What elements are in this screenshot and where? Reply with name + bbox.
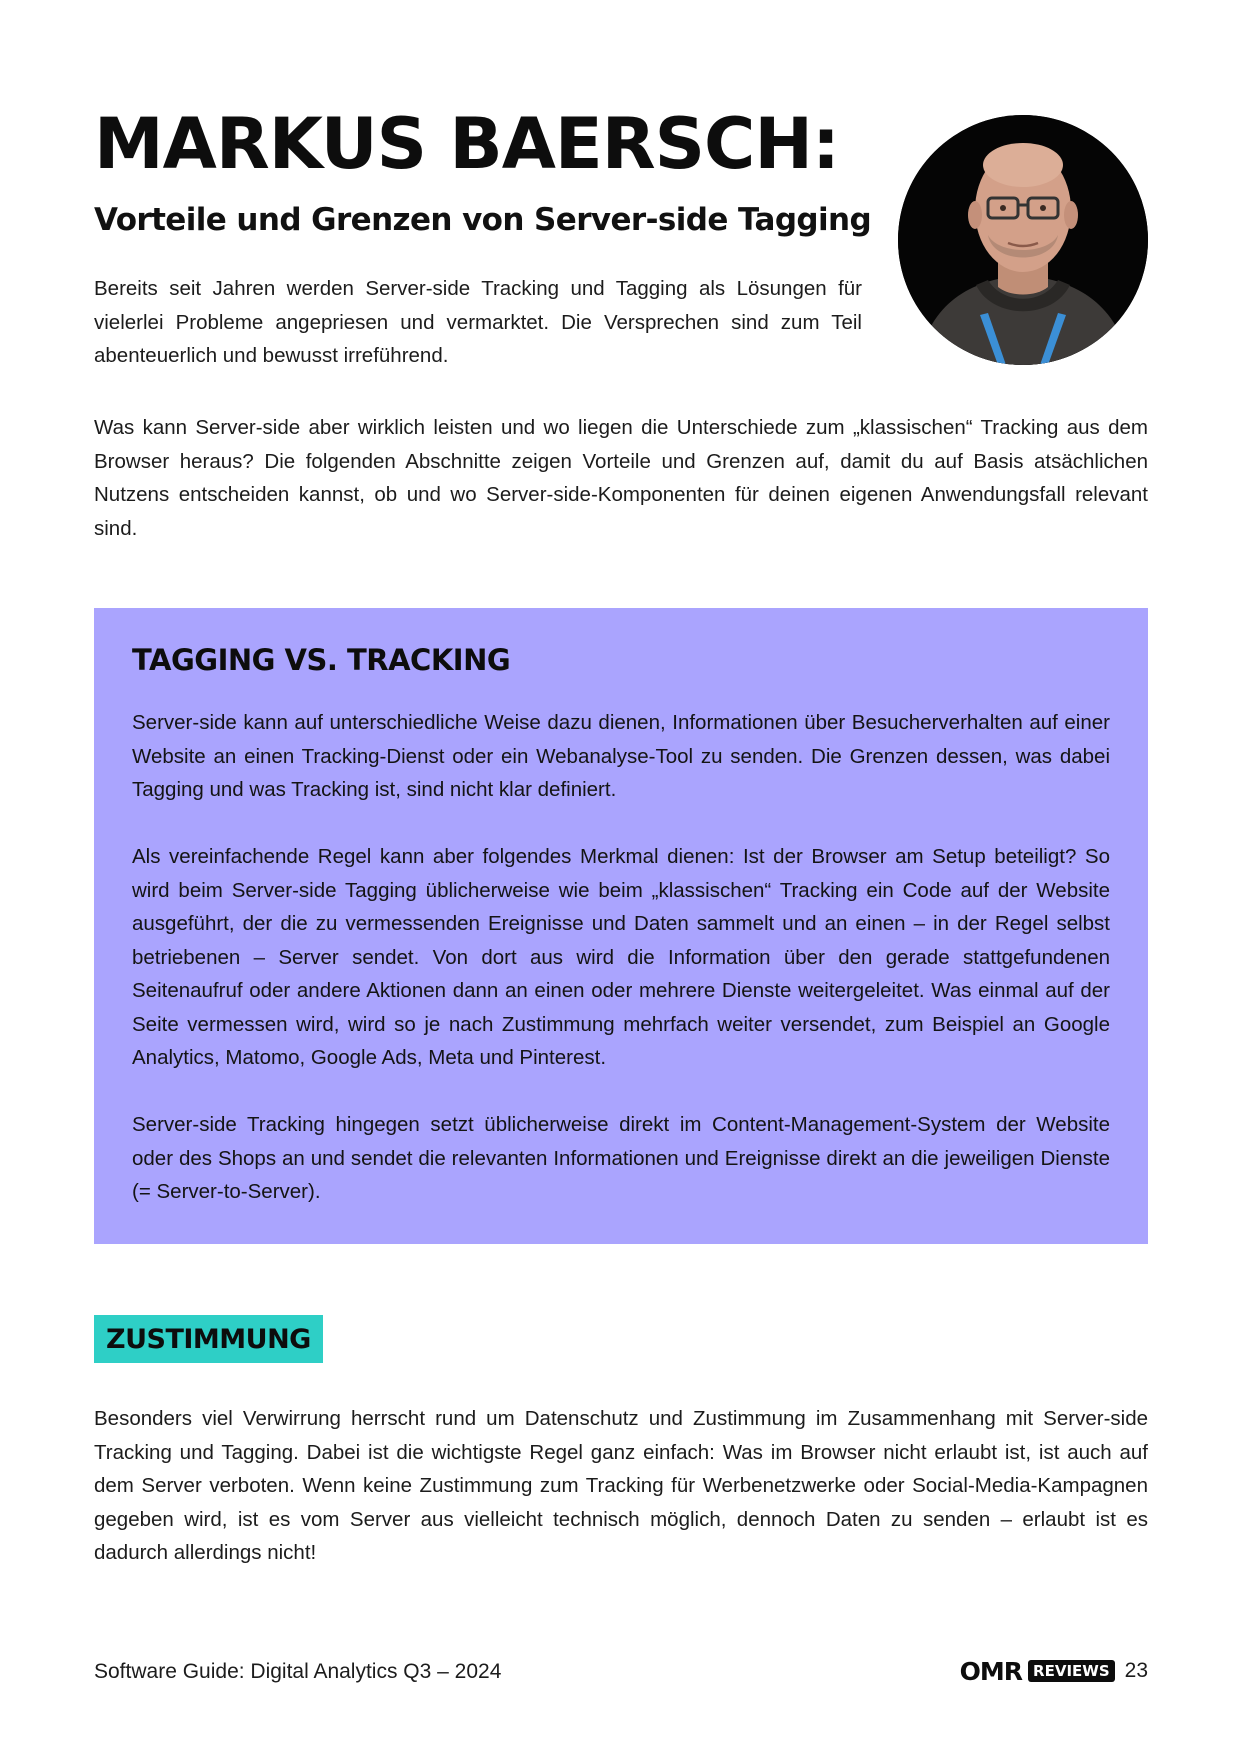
page-subtitle: Vorteile und Grenzen von Server-side Tagging [94,202,872,238]
info-box-heading: TAGGING VS. TRACKING [132,643,511,677]
page-title: MARKUS BAERSCH: [94,103,839,185]
person-photo-icon [898,115,1148,365]
omr-logo: OMR [959,1656,1023,1686]
info-box [94,608,1148,1244]
footer-brand [960,1655,1148,1687]
intro-paragraph-1: Bereits seit Jahren werden Server-side Tracking und Tagging als Lösungen für vielerlei Probleme angepriesen und vermarktet. Die Versprechen sind zum Teil abenteuerlich und bewusst irreführend. [94,277,862,367]
page-number: 23 [1124,1659,1148,1682]
info-box-paragraph-3: Server-side Tracking hingegen setzt üblicherweise direkt im Content-Management-System der Website oder des Shops an und sendet die relevanten Informationen und Ereignisse direkt an die jeweiligen Dienste (= Server-to-Server). [132,1113,1110,1203]
footer-publication: Software Guide: Digital Analytics Q3 – 2024 [94,1660,502,1683]
intro-paragraph-2: Was kann Server-side aber wirklich leisten und wo liegen die Unterschiede zum „klassischen“ Tracking aus dem Browser heraus? Die folgenden Abschnitte zeigen Vorteile und Grenzen auf, damit du auf Basis atsächlichen Nutzens entscheiden kannst, ob und wo Server-side-Komponenten für deinen eigenen Anwendungsfall relevant sind. [94,416,1148,540]
section-tag-heading: ZUSTIMMUNG [94,1315,323,1363]
reviews-badge: REVIEWS [1028,1660,1115,1682]
section-paragraph: Besonders viel Verwirrung herrscht rund um Datenschutz und Zustimmung im Zusammenhang mit Server-side Tracking und Tagging. Dabei ist die wichtigste Regel ganz einfach: Was im Browser nicht erlaubt ist, ist auch auf dem Server verboten. Wenn keine Zustimmung zum Tracking für Werbenetzwerke oder Social-Media-Kampagnen gegeben wird, ist es vom Server aus vielleicht technisch möglich, dennoch Daten zu senden – erlaubt ist es dadurch allerdings nicht! [94,1407,1148,1564]
info-box-paragraph-1: Server-side kann auf unterschiedliche Weise dazu dienen, Informationen über Besucherverhalten auf einer Website an einen Tracking-Dienst oder ein Webanalyse-Tool zu senden. Die Grenzen dessen, was dabei Tagging und was Tracking ist, sind nicht klar definiert. [132,711,1110,801]
author-portrait [898,115,1148,365]
info-box-paragraph-2: Als vereinfachende Regel kann aber folgendes Merkmal dienen: Ist der Browser am Setup beteiligt? So wird beim Server-side Tagging üblicherweise wie beim „klassischen“ Tracking ein Code auf der Website ausgeführt, der die zu vermessenden Ereignisse und Daten sammelt und an einen – in der Regel selbst betriebenen – Server sendet. Von dort aus wird die Information über den gerade stattgefundenen Seitenaufruf oder andere Aktionen dann an einen oder mehrere Dienste weitergeleitet. Was einmal auf der Seite vermessen wird, wird so je nach Zustimmung mehrfach weiter versendet, zum Beispiel an Google Analytics, Matomo, Google Ads, Meta und Pinterest. [132,845,1110,1069]
